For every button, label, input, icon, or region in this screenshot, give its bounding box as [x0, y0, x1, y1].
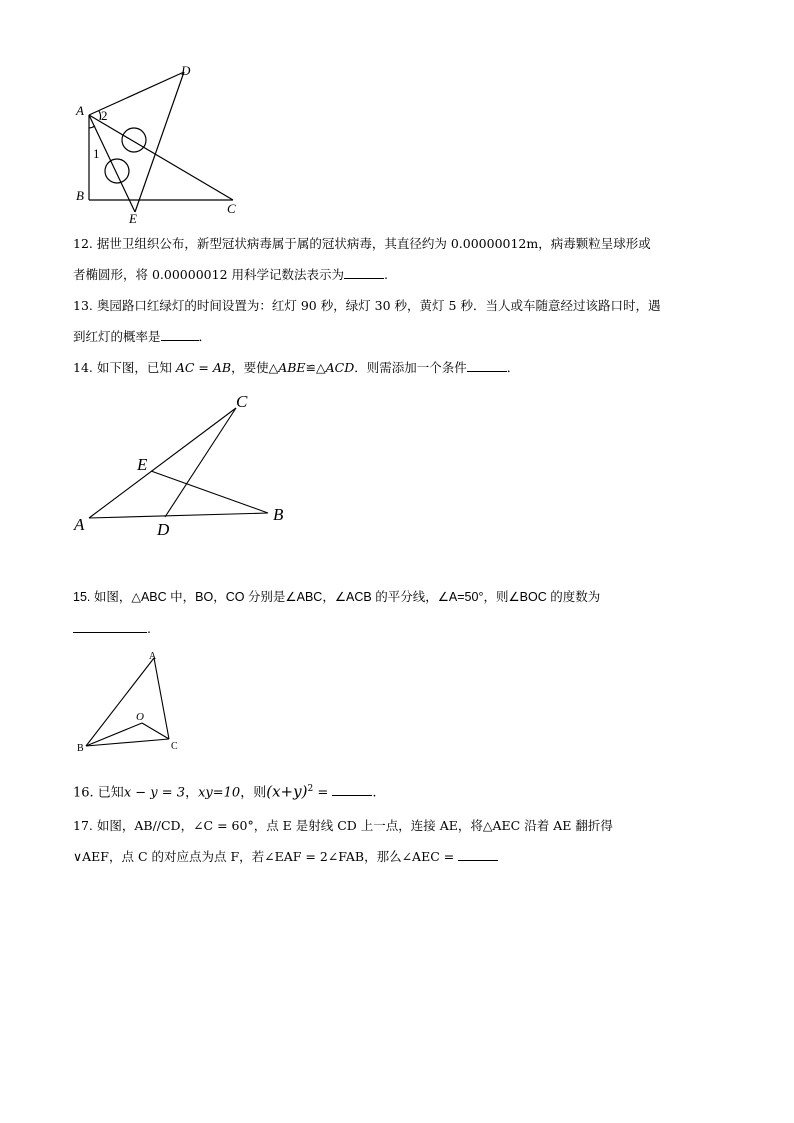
answer-blank-17[interactable] [458, 848, 498, 861]
label-C: C [236, 392, 248, 411]
question-14-end: ． [506, 360, 520, 375]
label-B: B [76, 188, 84, 203]
line-BC [86, 739, 169, 746]
line-AC [89, 115, 233, 200]
label-A: A [74, 515, 85, 534]
label-A: A [76, 103, 84, 118]
question-16-mid: ，则 [240, 785, 267, 801]
question-14-mid: ，要使△ [231, 360, 279, 375]
question-14 [73, 359, 519, 377]
label-B: B [77, 743, 84, 754]
label-2: 2 [101, 108, 108, 123]
line-AC [89, 408, 236, 518]
question-14-congruent: ≌△ [305, 360, 326, 375]
question-13-text: 到红灯的概率是 [73, 329, 161, 344]
question-16-equation-1: x − y = 3 [123, 785, 186, 801]
label-C: C [171, 741, 178, 752]
answer-blank-13[interactable] [161, 328, 199, 341]
angle-1-arc [89, 126, 95, 128]
question-14-condition: AC = AB [175, 360, 232, 375]
label-C: C [227, 201, 236, 216]
answer-blank-15[interactable] [73, 620, 147, 633]
answer-blank-16[interactable] [332, 783, 372, 796]
question-16-equals: = [313, 785, 333, 801]
question-13-line1: 13. 奥园路口红绿灯的时间设置为：红灯 90 秒，绿灯 30 秒，黄灯 5 秒．当人或车随意经过该路口时，遇 [73, 298, 661, 313]
question-12-line1: 12. 据世卫组织公布，新型冠状病毒属于属的冠状病毒，其直径约为 0.00000012m，病毒颗粒呈球形或 [73, 236, 651, 251]
question-15-line2 [73, 620, 151, 638]
figure-q14 [68, 388, 298, 543]
label-E: E [137, 455, 148, 474]
question-16-separator: ， [185, 785, 199, 801]
question-16-prefix: 16. 已知 [73, 785, 124, 801]
question-17-line2 [73, 848, 498, 866]
question-13-line2 [73, 328, 211, 346]
question-16 [73, 780, 377, 802]
circle-top [122, 128, 146, 152]
question-15-end: . [147, 621, 151, 636]
figure-q15 [72, 646, 192, 758]
label-E: E [129, 211, 137, 226]
question-17-line1: 17. 如图，AB//CD，∠C = 60°，点 E 是射线 CD 上一点，连接 AE，将△AEC 沿着 AE 翻折得 [73, 818, 613, 833]
answer-blank-14[interactable] [467, 359, 507, 372]
question-12-end: . [384, 267, 388, 282]
label-A: A [149, 651, 157, 662]
label-D: D [181, 63, 191, 78]
label-B: B [273, 505, 284, 524]
question-14-prefix: 14. 如下图，已知 [73, 360, 176, 375]
question-12-line2 [73, 266, 388, 284]
question-14-triangle-2: ACD [325, 360, 355, 375]
question-17-text: ∨AEF，点 C 的对应点为点 F，若∠EAF = 2∠FAB，那么∠AEC = [73, 849, 459, 864]
question-15-line1: 15. 如图，△ABC 中，BO，CO 分别是∠ABC，∠ACB 的平分线，∠A=50°，则∠BOC 的度数为 [73, 590, 601, 604]
line-AB [86, 658, 154, 746]
line-AC [154, 658, 169, 739]
line-AB [89, 513, 268, 518]
label-D: D [157, 520, 170, 539]
label-O: O [136, 711, 144, 723]
answer-blank-12[interactable] [344, 266, 384, 279]
question-16-end: . [372, 785, 377, 801]
question-12-text: 者椭圆形，将 0.00000012 用科学记数法表示为 [73, 267, 344, 282]
label-1: 1 [93, 146, 100, 161]
question-16-equation-2: xy=10 [198, 785, 241, 801]
line-EB [151, 471, 268, 513]
line-DE [135, 72, 184, 212]
circle-bottom [105, 159, 129, 183]
question-14-triangle-1: ABE [278, 360, 306, 375]
line-CD [165, 408, 236, 517]
question-16-expression: (x+y) [266, 782, 308, 801]
line-OC [142, 723, 169, 739]
question-13-end: ． [198, 329, 212, 344]
question-16-exponent: 2 [307, 784, 314, 794]
figure-q11 [70, 60, 250, 230]
question-14-suffix: ．则需添加一个条件 [354, 360, 467, 375]
